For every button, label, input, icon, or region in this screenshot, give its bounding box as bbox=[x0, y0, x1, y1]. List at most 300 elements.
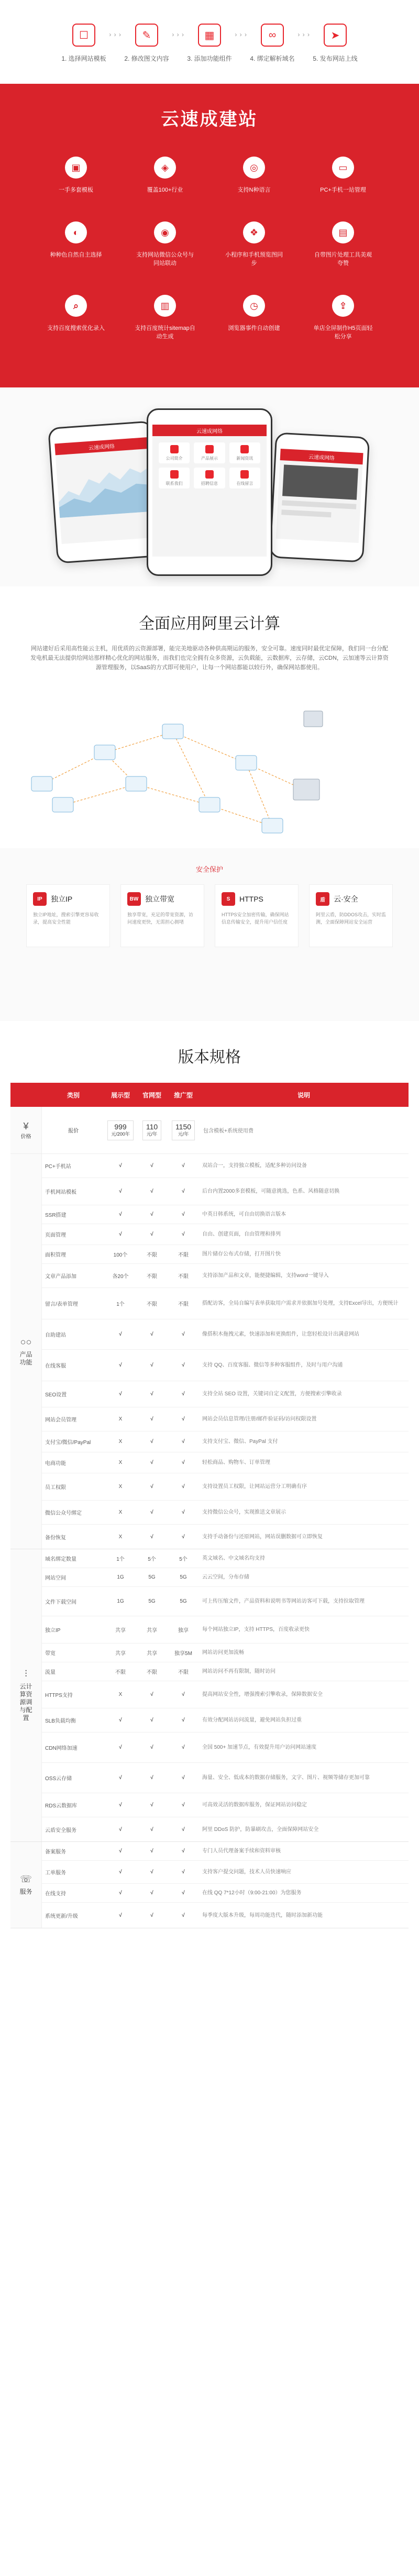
feature-item bbox=[31, 221, 120, 268]
wechat-icon: ◉ bbox=[154, 221, 176, 243]
feature-item bbox=[210, 221, 299, 268]
table-cell-item: 页面管理 bbox=[45, 1233, 66, 1238]
table-row bbox=[42, 1549, 409, 1568]
table-cell-v3: 不限 bbox=[178, 1302, 189, 1307]
table-cell-v1: 1G bbox=[117, 1574, 124, 1580]
table-cell-v2: 不限 bbox=[147, 1670, 157, 1675]
table-cell-note: 图片储存公布式存储，打开图片快 bbox=[202, 1251, 281, 1257]
feature-grid bbox=[31, 157, 388, 341]
left-phone bbox=[48, 420, 162, 563]
select-template-icon: ☐ bbox=[72, 24, 95, 47]
spec-section bbox=[0, 1021, 419, 1928]
table-cell-v1: X bbox=[118, 1509, 123, 1515]
table-cell-note: 支持全站 SEO 设置，关键词自定义配置，方便搜索引擎收录 bbox=[202, 1391, 342, 1397]
table-cell-item: 手机网站模板 bbox=[45, 1190, 76, 1195]
table-cell-note: 每个网站独立IP，支持 HTTPS，百度收录更快 bbox=[202, 1627, 310, 1633]
table-cell-item: 流量 bbox=[45, 1670, 56, 1675]
table-cell-v1: √ bbox=[119, 1802, 122, 1808]
table-cell-note: 支持客户提交问题，技术人员快速响应 bbox=[202, 1869, 291, 1875]
menu-label: 公司简介 bbox=[166, 456, 183, 461]
event-icon: ◷ bbox=[243, 295, 265, 317]
table-row bbox=[42, 1288, 409, 1319]
security-section bbox=[0, 848, 419, 1021]
table-cell-item: 文件下载空间 bbox=[45, 1600, 76, 1605]
section-category bbox=[10, 1549, 42, 1841]
table-cell-item: SLB负载均衡 bbox=[45, 1718, 76, 1724]
feature-item bbox=[299, 157, 388, 194]
menu-label: 产品展示 bbox=[201, 456, 218, 461]
table-cell-v3: √ bbox=[182, 1890, 185, 1896]
table-cell-note: 像搭积木拖拽元素，快速添加和更换组件，让您轻松设计出满意网站 bbox=[202, 1331, 359, 1337]
menu-cell bbox=[229, 442, 260, 463]
table-cell-note: 海量、安全、低成本的数据存储服务，文字、图片、视频等储存更加可靠 bbox=[202, 1775, 370, 1781]
table-row bbox=[42, 1319, 409, 1350]
feature-item bbox=[120, 157, 210, 194]
table-cell-v1: X bbox=[118, 1416, 123, 1422]
table-cell-note: 全国 500+ 加速节点，有效提升用户访问网站速度 bbox=[202, 1745, 317, 1750]
feature-item bbox=[120, 295, 210, 341]
table-cell-v3: √ bbox=[182, 1331, 185, 1337]
card-desc: 独立IP地址，搜索引擎更容易收录，提高安全性能 bbox=[33, 912, 99, 925]
table-cell-v1: √ bbox=[119, 1362, 122, 1368]
table-cell-item: 员工权限 bbox=[45, 1485, 66, 1491]
section-category-label: 云计算资源调与配置 bbox=[19, 1683, 32, 1722]
table-cell-v3: √ bbox=[182, 1745, 185, 1750]
table-cell-v1: √ bbox=[119, 1331, 122, 1337]
table-row bbox=[42, 1861, 409, 1884]
table-row bbox=[42, 1264, 409, 1288]
step-1 bbox=[52, 24, 122, 63]
table-cell-v3: 不限 bbox=[178, 1274, 189, 1280]
card-desc: 阿里云盾，防DDOS攻击，实时监测，全面保障网站安全运营 bbox=[316, 912, 387, 925]
table-cell-item: HTTPS支持 bbox=[45, 1693, 73, 1698]
security-cards bbox=[0, 884, 419, 947]
phone-title: 云速成网络 bbox=[280, 449, 363, 464]
step-label: 3. 添加功能组件 bbox=[187, 55, 232, 62]
table-cell-note: 后台内置2000多套模板，可随意挑选，色系、风格随意切换 bbox=[202, 1189, 340, 1194]
table-cell-item: SEO设置 bbox=[45, 1392, 67, 1398]
table-cell-v3: √ bbox=[182, 1692, 185, 1697]
table-cell-v1: X bbox=[118, 1534, 123, 1540]
edit-icon: ✎ bbox=[135, 24, 158, 47]
header-spacer bbox=[10, 1083, 42, 1107]
table-row bbox=[42, 1903, 409, 1928]
table-cell-v1: √ bbox=[119, 1391, 122, 1397]
table-cell-note: 支持添加产品和文章，能便捷编辑，支持word一键导入 bbox=[202, 1273, 329, 1279]
table-cell-v1: X bbox=[118, 1484, 123, 1490]
feature-label: 支持百度搜索优化录入 bbox=[47, 325, 105, 331]
area-graphic bbox=[56, 449, 156, 518]
arrow-icon: › › › bbox=[297, 31, 310, 38]
table-cell-v2: √ bbox=[150, 1460, 153, 1465]
stats-icon: ▥ bbox=[154, 295, 176, 317]
price-category-label: 价格 bbox=[20, 1134, 31, 1140]
menu-cell bbox=[159, 442, 190, 463]
feature-label: PC+手机一站管理 bbox=[320, 187, 366, 193]
cloud-architecture-diagram bbox=[0, 680, 340, 847]
table-cell-v2: √ bbox=[150, 1534, 153, 1540]
industry-icon: ◈ bbox=[154, 157, 176, 179]
price-value: 999 bbox=[114, 1122, 127, 1131]
card-title: HTTPS bbox=[239, 895, 263, 903]
table-cell-v1: √ bbox=[119, 1163, 122, 1169]
menu-label: 招聘信息 bbox=[201, 481, 218, 486]
table-cell-v2: √ bbox=[150, 1416, 153, 1422]
table-cell-item: 网站会员管理 bbox=[45, 1417, 76, 1423]
table-row bbox=[42, 1205, 409, 1224]
table-cell-v3: √ bbox=[182, 1362, 185, 1368]
feature-label: 支持百度统计sitemap自动生成 bbox=[135, 325, 195, 340]
table-cell-v2: √ bbox=[150, 1331, 153, 1337]
ip-icon: IP bbox=[33, 892, 47, 906]
spec-section-group bbox=[10, 1549, 409, 1842]
table-cell-v3: √ bbox=[182, 1189, 185, 1194]
table-cell-v3: 独享 bbox=[178, 1628, 189, 1634]
arrow-icon: › › › bbox=[235, 31, 247, 38]
section-category bbox=[10, 1842, 42, 1928]
feature-label: 覆盖100+行业 bbox=[147, 187, 183, 193]
phone-title: 云速成网络 bbox=[152, 425, 267, 436]
table-row bbox=[42, 1407, 409, 1431]
table-cell-v2: √ bbox=[150, 1212, 153, 1217]
table-cell-v2: √ bbox=[150, 1362, 153, 1368]
table-cell-note: 可上传压缩文件，产品资料和说明书等网站访客可下载，支持拉取管理 bbox=[202, 1598, 365, 1604]
table-cell-item: 域名绑定数量 bbox=[45, 1557, 76, 1562]
table-cell-v1: 1个 bbox=[116, 1557, 125, 1562]
share-icon: ⇪ bbox=[332, 295, 354, 317]
table-cell-v2: √ bbox=[150, 1439, 153, 1445]
table-cell-v1: √ bbox=[119, 1212, 122, 1217]
table-cell-item: 备案服务 bbox=[45, 1849, 66, 1855]
table-row bbox=[42, 1245, 409, 1264]
table-cell-item: 工单服务 bbox=[45, 1870, 66, 1876]
seo-icon: ⌕ bbox=[65, 295, 87, 317]
step-2 bbox=[115, 24, 184, 63]
step-label: 4. 绑定解析域名 bbox=[250, 55, 295, 62]
table-cell-item: 文章产品添加 bbox=[45, 1274, 76, 1280]
header-promo: 推广型 bbox=[173, 1091, 193, 1099]
price-icon: ¥ bbox=[23, 1120, 29, 1131]
card-title: 独立带宽 bbox=[145, 895, 174, 903]
feature-item bbox=[31, 295, 120, 341]
spec-section-group bbox=[10, 1154, 409, 1549]
image-tool-icon: ▤ bbox=[332, 221, 354, 243]
feature-title: 云速成建站 bbox=[161, 109, 258, 129]
table-cell-v3: √ bbox=[182, 1717, 185, 1723]
table-cell-v2: √ bbox=[150, 1802, 153, 1808]
table-cell-v2: √ bbox=[150, 1163, 153, 1169]
table-cell-v2: √ bbox=[150, 1509, 153, 1515]
table-cell-v3: √ bbox=[182, 1416, 185, 1422]
table-cell-note: 英文域名、中文域名均支持 bbox=[202, 1556, 265, 1561]
table-cell-v2: √ bbox=[150, 1391, 153, 1397]
section-rows bbox=[42, 1154, 409, 1549]
table-cell-v3: 独享5M bbox=[174, 1651, 192, 1657]
card-title: 独立IP bbox=[51, 895, 73, 903]
table-cell-v3: √ bbox=[182, 1912, 185, 1918]
table-cell-v3: √ bbox=[182, 1869, 185, 1875]
table-cell-note: 每季度大版本升级，每周功能迭代，随时添加新功能 bbox=[202, 1912, 323, 1918]
service-icon: ☏ bbox=[20, 1874, 32, 1884]
security-card-cloud bbox=[309, 884, 393, 947]
table-cell-v2: √ bbox=[150, 1869, 153, 1875]
table-cell-v3: 不限 bbox=[178, 1252, 189, 1258]
menu-cell bbox=[229, 468, 260, 488]
feature-label: 自带图片处理工具美观夸赞 bbox=[314, 252, 372, 267]
table-cell-item: 备份恢复 bbox=[45, 1535, 66, 1541]
language-icon: ◎ bbox=[243, 157, 265, 179]
table-row bbox=[42, 1708, 409, 1733]
phone-screen bbox=[276, 449, 363, 543]
table-cell-v3: √ bbox=[182, 1509, 185, 1515]
table-cell-note: 网站会员信息管理/注册/邮件验证码/访问权限设置 bbox=[202, 1416, 317, 1422]
step-3 bbox=[178, 24, 247, 63]
table-cell-item: 在线支持 bbox=[45, 1891, 66, 1897]
feature-label: 种种色自然自主选择 bbox=[50, 252, 102, 258]
feature-item bbox=[299, 221, 388, 268]
table-cell-v3: √ bbox=[182, 1391, 185, 1397]
table-cell-item: 网站空间 bbox=[45, 1575, 66, 1581]
feature-item bbox=[210, 157, 299, 194]
table-row bbox=[42, 1842, 409, 1861]
feature-item bbox=[299, 295, 388, 341]
table-row bbox=[42, 1568, 409, 1587]
card-desc: 独享带宽，充足的带宽资源，访问速度更快，无需担心拥堵 bbox=[127, 912, 194, 925]
steps-bar bbox=[0, 0, 419, 84]
table-cell-item: RDS云数据库 bbox=[45, 1803, 78, 1809]
section-category-label: 产品功能 bbox=[19, 1350, 32, 1366]
table-row bbox=[42, 1224, 409, 1245]
table-cell-v1: 不限 bbox=[115, 1670, 126, 1675]
table-header bbox=[10, 1083, 409, 1107]
table-cell-item: 独立IP bbox=[45, 1628, 61, 1634]
menu-cell bbox=[159, 468, 190, 488]
banner-graphic bbox=[282, 464, 358, 499]
phone-mockups bbox=[0, 387, 419, 586]
feature-label: 小程序和手机预览图同步 bbox=[225, 252, 283, 267]
table-cell-v2: √ bbox=[150, 1717, 153, 1723]
send-icon: ➤ bbox=[324, 24, 347, 47]
spec-section-group bbox=[10, 1842, 409, 1928]
price-value: 110 bbox=[146, 1122, 158, 1131]
table-row bbox=[42, 1431, 409, 1452]
table-cell-v1: 共享 bbox=[115, 1628, 126, 1634]
color-icon: ◐ bbox=[65, 221, 87, 243]
table-row bbox=[42, 1817, 409, 1841]
table-cell-v2: √ bbox=[150, 1848, 153, 1854]
header-note: 说明 bbox=[297, 1091, 310, 1099]
card-title: 云·安全 bbox=[334, 895, 358, 903]
aliyun-description: 网站建好后采用高性能云主机，用优质的云资源部署，能完美地驱动各种供高期运的服务，安全可靠。速度同时最优定保障，我们同一台分配发电机最无法提供给网站那样精心优化的网站服务，而我们也完全拥有众多资源，云负载能，云数据库，云存储，云CDN，云加速等云计算资源管理服务，以SaaS的方式即可使用户，让每一个网站都能以较行外，确保网站都使用。 bbox=[30, 646, 389, 671]
security-card-ip bbox=[26, 884, 110, 947]
table-cell-v1: X bbox=[118, 1460, 123, 1465]
card-desc: HTTPS安全加密传输，确保网站信息传输安全，提升用户信任度 bbox=[222, 912, 289, 925]
table-row bbox=[42, 1662, 409, 1681]
table-row bbox=[42, 1452, 409, 1473]
header-display: 展示型 bbox=[111, 1091, 130, 1099]
table-row bbox=[42, 1733, 409, 1763]
price-promo bbox=[168, 1107, 199, 1153]
right-phone bbox=[269, 432, 370, 562]
table-cell-v2: 共享 bbox=[147, 1628, 157, 1634]
table-cell-note: 搭配访客，全局自编写表单获取用户需求并依据加号处理，支持Excel导出，方便统计 bbox=[202, 1301, 399, 1306]
table-cell-v3: 5G bbox=[180, 1598, 187, 1604]
table-cell-v3: √ bbox=[182, 1460, 185, 1465]
spec-sections bbox=[0, 1154, 419, 1928]
step-5 bbox=[304, 24, 367, 63]
table-row bbox=[42, 1587, 409, 1616]
device-icon: ▭ bbox=[332, 157, 354, 179]
table-cell-v1: √ bbox=[119, 1890, 122, 1896]
table-cell-v2: √ bbox=[150, 1484, 153, 1490]
table-cell-v1: √ bbox=[119, 1189, 122, 1194]
feature-item bbox=[120, 221, 210, 268]
bandwidth-icon: BW bbox=[127, 892, 141, 906]
table-cell-note: 轻松商品、购物车、订单管理 bbox=[202, 1460, 270, 1465]
resource-icon: ⫶ bbox=[25, 1669, 27, 1679]
aliyun-section bbox=[0, 586, 419, 848]
table-cell-v2: √ bbox=[150, 1890, 153, 1896]
table-cell-v3: √ bbox=[182, 1163, 185, 1169]
table-cell-item: 带宽 bbox=[45, 1651, 56, 1657]
price-row bbox=[10, 1107, 409, 1154]
table-cell-v2: √ bbox=[150, 1692, 153, 1697]
table-row bbox=[42, 1793, 409, 1817]
table-cell-v2: 不限 bbox=[147, 1252, 157, 1258]
menu-label: 新闻资讯 bbox=[236, 456, 253, 461]
arrow-icon: › › › bbox=[172, 31, 184, 38]
table-row bbox=[42, 1473, 409, 1501]
table-cell-note: 支持 QQ、百度客服、微信等多种客服组件，及时与用户沟通 bbox=[202, 1362, 343, 1368]
table-cell-item: 电商功能 bbox=[45, 1461, 66, 1467]
function-icon: ○○ bbox=[20, 1336, 32, 1347]
table-cell-v2: 不限 bbox=[147, 1274, 157, 1280]
price-official bbox=[136, 1107, 168, 1153]
text-line-graphic bbox=[281, 509, 331, 517]
spec-title: 版本规格 bbox=[178, 1049, 241, 1066]
https-icon: S bbox=[222, 892, 235, 906]
feature-item bbox=[31, 157, 120, 194]
table-cell-v3: √ bbox=[182, 1484, 185, 1490]
table-row bbox=[42, 1178, 409, 1205]
feature-item bbox=[210, 295, 299, 341]
table-cell-note: 支持微信公众号，实现推送文章展示 bbox=[202, 1509, 286, 1515]
table-row bbox=[42, 1644, 409, 1662]
table-cell-v1: √ bbox=[119, 1745, 122, 1750]
phone-screen bbox=[152, 425, 267, 557]
header-category: 类别 bbox=[67, 1091, 80, 1099]
table-cell-v3: √ bbox=[182, 1848, 185, 1854]
table-cell-item: 支付宝/微信/PayPal bbox=[45, 1440, 91, 1446]
table-cell-note: 网站访问不再有限制，随时访问 bbox=[202, 1669, 275, 1674]
component-icon: ▦ bbox=[198, 24, 221, 47]
table-cell-v3: √ bbox=[182, 1534, 185, 1540]
menu-cell bbox=[194, 468, 225, 488]
aliyun-title: 全面应用阿里云计算 bbox=[139, 615, 280, 632]
table-cell-v1: X bbox=[118, 1439, 123, 1445]
miniprogram-icon: ❖ bbox=[243, 221, 265, 243]
table-row bbox=[42, 1154, 409, 1178]
price-unit: 元/年 bbox=[178, 1131, 189, 1137]
table-cell-note: 可高效灵活的数据库服务，保证网站访问稳定 bbox=[202, 1802, 307, 1808]
table-cell-v1: √ bbox=[119, 1717, 122, 1723]
table-row bbox=[42, 1381, 409, 1407]
price-item: 报价 bbox=[68, 1128, 79, 1134]
table-cell-v2: 共享 bbox=[147, 1651, 157, 1657]
section-rows bbox=[42, 1549, 409, 1841]
table-cell-v1: √ bbox=[119, 1231, 122, 1237]
table-cell-v3: 5个 bbox=[179, 1557, 188, 1562]
table-cell-note: 有效分配网站访问流量，避免网站负担过重 bbox=[202, 1717, 302, 1723]
table-cell-item: 留言/表单管理 bbox=[45, 1302, 78, 1307]
step-label: 2. 修改图文内容 bbox=[124, 55, 169, 62]
table-cell-v1: X bbox=[118, 1692, 123, 1697]
feature-section bbox=[0, 84, 419, 387]
table-cell-v1: √ bbox=[119, 1869, 122, 1875]
header-official: 官网型 bbox=[142, 1091, 161, 1099]
table-cell-item: SSR搭建 bbox=[45, 1213, 67, 1218]
section-category bbox=[10, 1154, 42, 1549]
table-cell-v2: √ bbox=[150, 1745, 153, 1750]
table-cell-note: 在线 QQ 7*12小时（9:00-21:00）为您服务 bbox=[202, 1890, 302, 1896]
table-cell-item: 自助建站 bbox=[45, 1333, 66, 1338]
table-cell-note: 云云空间，分布存储 bbox=[202, 1574, 249, 1580]
table-cell-item: 系统更新/升级 bbox=[45, 1913, 78, 1919]
price-unit: 元/年 bbox=[146, 1131, 158, 1137]
table-cell-v2: 不限 bbox=[147, 1302, 157, 1307]
table-cell-v3: 5G bbox=[180, 1574, 187, 1580]
menu-label: 联系我们 bbox=[166, 481, 183, 486]
table-row bbox=[42, 1350, 409, 1381]
phone-screen bbox=[54, 437, 155, 544]
table-cell-note: 自由、创建页面，自由管理和排列 bbox=[202, 1231, 281, 1237]
table-cell-v3: √ bbox=[182, 1775, 185, 1781]
table-cell-v1: 100个 bbox=[113, 1252, 128, 1258]
table-cell-v2: √ bbox=[150, 1189, 153, 1194]
section-rows bbox=[42, 1842, 409, 1928]
table-cell-v3: √ bbox=[182, 1439, 185, 1445]
table-cell-note: 阿里 DDoS 防护，防暴刷攻击，全面保障网站安全 bbox=[202, 1826, 319, 1833]
table-row bbox=[42, 1525, 409, 1549]
table-cell-v1: 共享 bbox=[115, 1651, 126, 1657]
table-cell-item: OSS云存储 bbox=[45, 1776, 72, 1782]
table-row bbox=[42, 1616, 409, 1644]
feature-label: 一手多套模板 bbox=[59, 187, 93, 193]
price-value: 1150 bbox=[175, 1122, 192, 1131]
table-cell-note: 双站合一，支持独立模板，适配多种访问设备 bbox=[202, 1163, 307, 1169]
step-label: 5. 发布网站上线 bbox=[313, 55, 358, 62]
center-phone bbox=[147, 408, 272, 576]
feature-label: 支持N种语言 bbox=[237, 187, 271, 193]
table-cell-item: CDN网络加速 bbox=[45, 1746, 78, 1751]
table-cell-v2: √ bbox=[150, 1231, 153, 1237]
feature-label: 单店全屏制作H5页面轻松分享 bbox=[313, 325, 373, 340]
table-cell-v1: √ bbox=[119, 1848, 122, 1854]
table-cell-v2: √ bbox=[150, 1775, 153, 1781]
table-row bbox=[42, 1681, 409, 1708]
table-cell-v1: 1个 bbox=[116, 1302, 125, 1307]
table-cell-v1: 1G bbox=[117, 1598, 124, 1604]
feature-label: 浏览器事件自动创建 bbox=[228, 325, 280, 331]
link-icon: ∞ bbox=[261, 24, 284, 47]
table-cell-v1: √ bbox=[119, 1775, 122, 1781]
table-cell-v2: 5G bbox=[148, 1574, 156, 1580]
table-cell-item: 在线客服 bbox=[45, 1363, 66, 1369]
table-cell-note: 提高网站安全性，增强搜索引擎收录，保障数据安全 bbox=[202, 1692, 323, 1697]
shield-icon: 盾 bbox=[316, 892, 329, 906]
feature-label: 支持网站微信公众号与同站联动 bbox=[136, 252, 194, 267]
table-cell-v1: √ bbox=[119, 1912, 122, 1918]
